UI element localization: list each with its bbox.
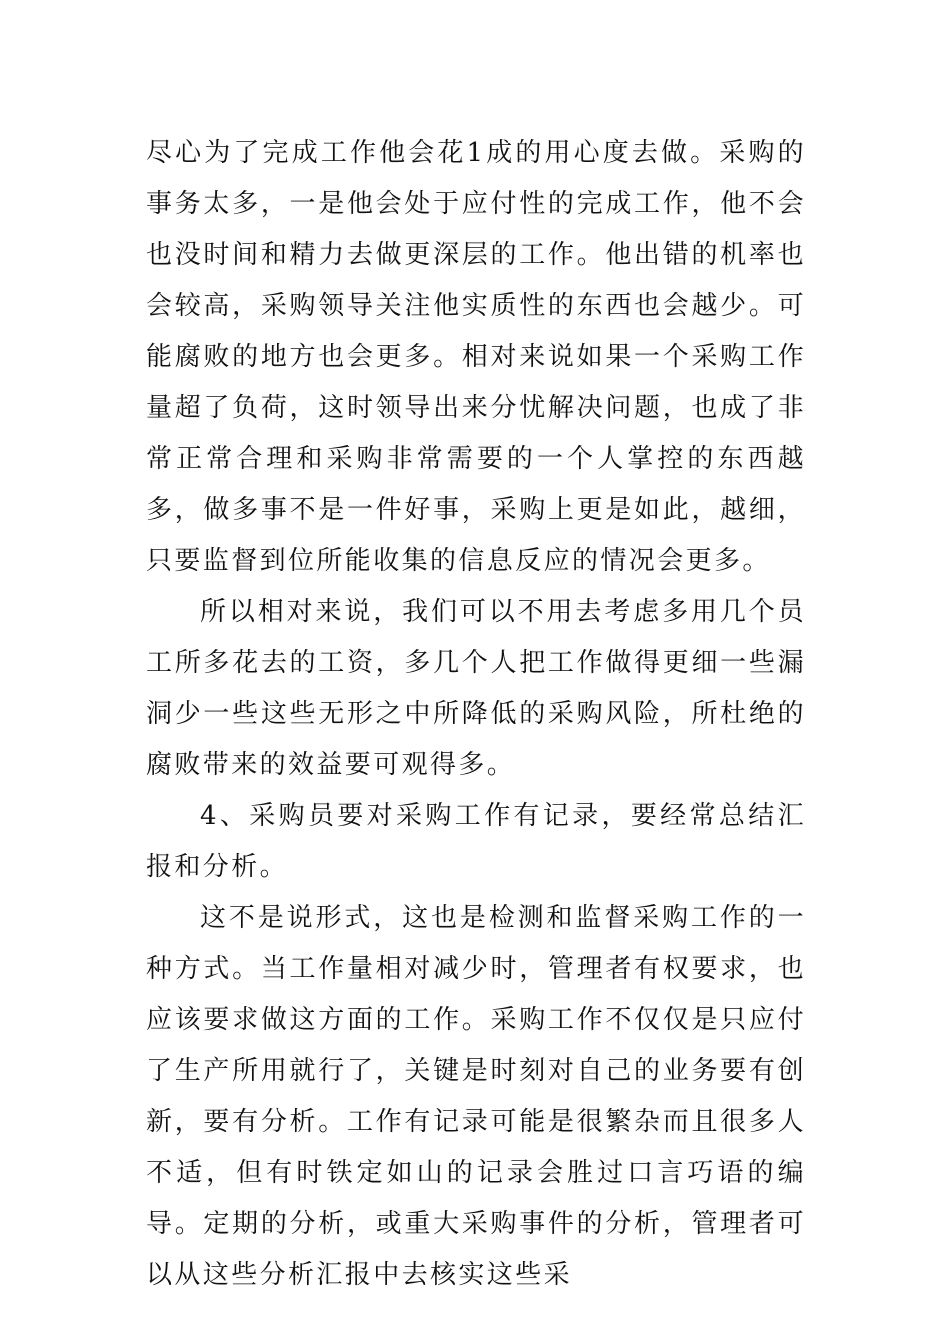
paragraph-continuation: 尽心为了完成工作他会花1成的用心度去做。采购的事务太多，一是他会处于应付性的完成工作，他不会也没时间和精力去做更深层的工作。他出错的机率也会较高，采购领导关注他实质性的东西也会越少。可能腐败的地方也会更多。相对来说如果一个采购工作量超了负荷，这时领导出来分忧解决问题，也成了非常正常合理和采购非常需要的一个人掌控的东西越多，做多事不是一件好事，采购上更是如此，越细，只要监督到位所能收集的信息反应的情况会更多。 bbox=[146, 138, 806, 576]
paragraph-cost-benefit: 所以相对来说，我们可以不用去考虑多用几个员工所多花去的工资，多几个人把工作做得更细一些漏洞少一些这些无形之中所降低的采购风险，所杜绝的腐败带来的效益要可观得多。 bbox=[146, 597, 806, 780]
paragraph-heading-point-4: 4、采购员要对采购工作有记录，要经常总结汇报和分析。 bbox=[146, 801, 806, 882]
paragraph-records-analysis: 这不是说形式，这也是检测和监督采购工作的一种方式。当工作量相对减少时，管理者有权要求，也应该要求做这方面的工作。采购工作不仅仅是只应付了生产所用就行了，关键是时刻对自己的业务要有创新，要有分析。工作有记录可能是很繁杂而且很多人不适，但有时铁定如山的记录会胜过口言巧语的编导。定期的分析，或重大采购事件的分析，管理者可以从这些分析汇报中去核实这些采 bbox=[146, 903, 806, 1290]
document-body bbox=[146, 128, 806, 1301]
